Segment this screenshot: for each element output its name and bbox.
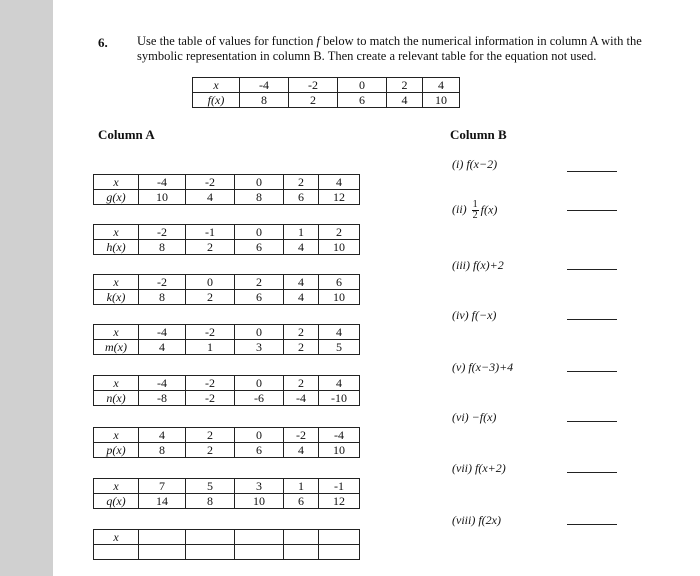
table-cell: 2: [284, 376, 319, 391]
table-cell: 0: [235, 376, 284, 391]
answer-blank-v[interactable]: [567, 371, 617, 372]
table-cell: 2: [319, 225, 360, 240]
column-a-table-n: [93, 375, 360, 406]
question-text: [137, 34, 677, 64]
table-x-row: [94, 479, 360, 494]
table-cell: 4: [284, 443, 319, 458]
table-cell[interactable]: [235, 545, 284, 560]
option-number: (vi): [452, 410, 469, 424]
column-a-table-k: [93, 274, 360, 305]
option-expression: f(2x): [478, 513, 501, 527]
table-cell: 5: [319, 340, 360, 355]
given-table-cell: 2: [289, 93, 338, 108]
table-cell: 4: [284, 290, 319, 305]
table-cell: 4: [139, 428, 186, 443]
x-label: x: [94, 225, 139, 240]
option-number: (viii): [452, 513, 476, 527]
table-cell: 8: [139, 290, 186, 305]
question-text-part2: below to match the numerical information in column A with the symbolic representation in column B. Then create a relevant table for the equation not used.: [137, 34, 642, 63]
fraction-denominator: 2: [472, 210, 478, 221]
option-expression: f(x+2): [475, 461, 506, 475]
table-cell: 10: [235, 494, 284, 509]
table-cell: 1: [284, 479, 319, 494]
table-cell: -8: [139, 391, 186, 406]
table-x-row: [94, 275, 360, 290]
table-cell: 0: [235, 175, 284, 190]
column-a-table-blank: [93, 529, 360, 560]
answer-blank-i[interactable]: [567, 171, 617, 172]
y-label: h(x): [94, 240, 139, 255]
option-number: (v): [452, 360, 466, 374]
column-a-table-q: [93, 478, 360, 509]
table-x-row: [94, 225, 360, 240]
table-cell[interactable]: [319, 530, 360, 545]
table-x-row: [94, 530, 360, 545]
table-y-row: [94, 494, 360, 509]
table-cell: -2: [186, 376, 235, 391]
table-cell: 8: [139, 443, 186, 458]
table-cell: 3: [235, 340, 284, 355]
table-cell: 2: [284, 340, 319, 355]
given-table-cell: 4: [423, 78, 460, 93]
column-a-table-p: [93, 427, 360, 458]
table-cell: 4: [186, 190, 235, 205]
given-table-cell: 8: [240, 93, 289, 108]
table-cell: -10: [319, 391, 360, 406]
table-cell: -2: [139, 225, 186, 240]
given-table-cell: -2: [289, 78, 338, 93]
option-vi: [452, 410, 496, 425]
question-function-name: f: [316, 34, 320, 48]
table-cell[interactable]: [235, 530, 284, 545]
option-expression: f(x−2): [466, 157, 498, 171]
table-cell: 4: [319, 175, 360, 190]
table-cell: 6: [319, 275, 360, 290]
table-cell[interactable]: [139, 530, 186, 545]
given-table-x-label: x: [193, 78, 240, 93]
x-label: x: [94, 428, 139, 443]
column-b-heading: Column B: [450, 127, 507, 142]
given-table-cell: 10: [423, 93, 460, 108]
table-x-row: [94, 376, 360, 391]
table-cell: 4: [139, 340, 186, 355]
table-cell: 10: [139, 190, 186, 205]
table-cell: 7: [139, 479, 186, 494]
answer-blank-iii[interactable]: [567, 269, 617, 270]
column-a-table-g: [93, 174, 360, 205]
table-cell: 6: [235, 240, 284, 255]
table-cell[interactable]: [284, 530, 319, 545]
given-table-f-label: f(x): [193, 93, 240, 108]
table-cell[interactable]: [319, 545, 360, 560]
given-table-y-row: [193, 93, 460, 108]
table-cell: 2: [284, 325, 319, 340]
y-label: m(x): [94, 340, 139, 355]
y-label: p(x): [94, 443, 139, 458]
table-cell: 1: [186, 340, 235, 355]
table-cell: 0: [235, 225, 284, 240]
table-x-row: [94, 428, 360, 443]
question-number: 6.: [98, 35, 108, 50]
column-a-table-h: [93, 224, 360, 255]
y-label: n(x): [94, 391, 139, 406]
y-label: g(x): [94, 190, 139, 205]
table-cell: 4: [284, 275, 319, 290]
table-cell: 8: [186, 494, 235, 509]
option-viii: [452, 513, 501, 528]
column-a-heading: Column A: [98, 127, 155, 142]
table-cell: 6: [235, 290, 284, 305]
table-cell[interactable]: [139, 545, 186, 560]
table-cell: 10: [319, 240, 360, 255]
given-table-cell: 2: [387, 78, 423, 93]
given-table-cell: 6: [338, 93, 387, 108]
x-label: x: [94, 376, 139, 391]
option-iv: [452, 308, 496, 323]
option-i: [452, 157, 497, 172]
table-cell: 6: [284, 494, 319, 509]
table-cell: -1: [186, 225, 235, 240]
answer-blank-viii[interactable]: [567, 524, 617, 525]
given-table-cell: -4: [240, 78, 289, 93]
table-cell: -2: [186, 391, 235, 406]
x-label: x: [94, 479, 139, 494]
table-y-row: [94, 391, 360, 406]
left-margin-bar: [0, 0, 53, 576]
table-cell: -2: [284, 428, 319, 443]
table-y-row: [94, 443, 360, 458]
y-label: k(x): [94, 290, 139, 305]
table-y-row: [94, 545, 360, 560]
table-cell: 6: [284, 190, 319, 205]
table-cell: -2: [186, 325, 235, 340]
table-cell[interactable]: [186, 530, 235, 545]
table-cell: 4: [319, 376, 360, 391]
table-cell: -2: [139, 275, 186, 290]
table-cell: 4: [284, 240, 319, 255]
answer-blank-iv[interactable]: [567, 319, 617, 320]
y-label[interactable]: [94, 545, 139, 560]
option-vii: [452, 461, 506, 476]
table-cell: 2: [186, 443, 235, 458]
table-cell[interactable]: [284, 545, 319, 560]
option-v: [452, 360, 513, 375]
y-label: q(x): [94, 494, 139, 509]
option-number: (ii): [452, 202, 467, 217]
table-cell[interactable]: [186, 545, 235, 560]
fraction-one-half: [472, 200, 479, 221]
table-cell: -4: [284, 391, 319, 406]
option-number: (i): [452, 157, 464, 171]
given-function-table: [192, 77, 460, 108]
table-cell: 12: [319, 190, 360, 205]
given-table-cell: 0: [338, 78, 387, 93]
table-cell: 3: [235, 479, 284, 494]
table-cell: -4: [139, 325, 186, 340]
table-cell: 2: [186, 428, 235, 443]
table-x-row: [94, 325, 360, 340]
answer-blank-ii[interactable]: [567, 210, 617, 211]
table-cell: -6: [235, 391, 284, 406]
option-expression: f(x)+2: [473, 258, 504, 272]
table-cell: -2: [186, 175, 235, 190]
table-cell: 10: [319, 290, 360, 305]
table-cell: 2: [235, 275, 284, 290]
table-cell: 2: [186, 290, 235, 305]
table-cell: 0: [235, 428, 284, 443]
table-cell: 5: [186, 479, 235, 494]
table-cell: 12: [319, 494, 360, 509]
option-ii: [452, 200, 497, 221]
option-expression: f(x−3)+4: [468, 360, 514, 374]
table-cell: 2: [186, 240, 235, 255]
table-cell: 6: [235, 443, 284, 458]
option-expression: −f(x): [471, 410, 497, 424]
table-cell: 2: [284, 175, 319, 190]
x-label: x: [94, 325, 139, 340]
option-number: (iii): [452, 258, 470, 272]
table-cell: -4: [139, 175, 186, 190]
table-y-row: [94, 340, 360, 355]
given-table-cell: 4: [387, 93, 423, 108]
question-text-part1: Use the table of values for function: [137, 34, 317, 48]
table-cell: 1: [284, 225, 319, 240]
answer-blank-vi[interactable]: [567, 421, 617, 422]
fraction-numerator: 1: [472, 199, 478, 210]
table-cell: 0: [235, 325, 284, 340]
table-cell: 10: [319, 443, 360, 458]
table-cell: -4: [319, 428, 360, 443]
x-label: x: [94, 275, 139, 290]
table-x-row: [94, 175, 360, 190]
table-cell: 14: [139, 494, 186, 509]
table-cell: 0: [186, 275, 235, 290]
table-cell: 8: [139, 240, 186, 255]
table-cell: -1: [319, 479, 360, 494]
table-cell: 4: [319, 325, 360, 340]
option-iii: [452, 258, 504, 273]
table-cell: 8: [235, 190, 284, 205]
given-table-x-row: [193, 78, 460, 93]
table-y-row: [94, 290, 360, 305]
answer-blank-vii[interactable]: [567, 472, 617, 473]
column-a-table-m: [93, 324, 360, 355]
table-y-row: [94, 240, 360, 255]
x-label: x: [94, 530, 139, 545]
table-y-row: [94, 190, 360, 205]
option-expression: f(−x): [471, 308, 497, 322]
table-cell: -4: [139, 376, 186, 391]
x-label: x: [94, 175, 139, 190]
option-expression: f(x): [480, 202, 498, 217]
option-number: (iv): [452, 308, 469, 322]
option-number: (vii): [452, 461, 472, 475]
